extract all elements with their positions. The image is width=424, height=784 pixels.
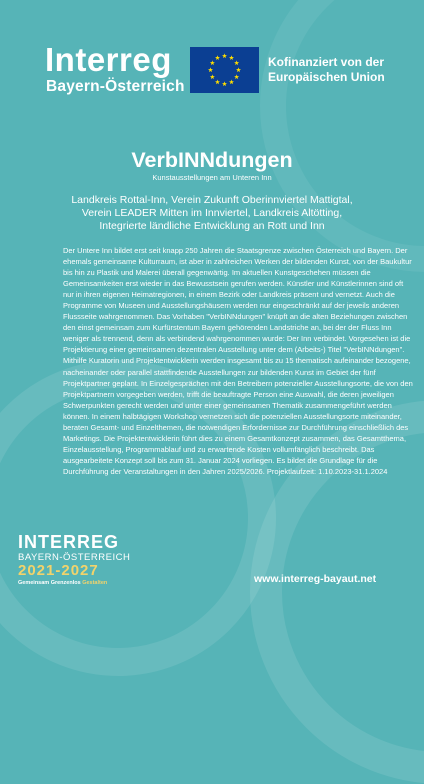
eu-star — [229, 55, 234, 60]
eu-flag-icon — [190, 47, 259, 93]
website-link[interactable]: www.interreg-bayaut.net — [254, 573, 377, 585]
header — [0, 36, 424, 106]
cofinanced-label — [268, 55, 385, 85]
eu-star — [234, 74, 239, 79]
eu-star — [234, 60, 239, 65]
partners-list — [60, 194, 364, 234]
footer-tagline-accent: Gestalten — [82, 580, 108, 586]
interreg-logo-word: Interreg — [45, 41, 172, 78]
footer-tagline-main: Gemeinsam Grenzenlos — [18, 580, 81, 586]
footer-logo-word: INTERREG — [18, 532, 120, 552]
partners-line-3: Integrierte ländliche Entwicklung an Rott und Inn — [99, 220, 325, 233]
eu-star — [229, 80, 234, 85]
page-title: VerbINNdungen — [131, 148, 293, 172]
eu-star — [222, 81, 227, 86]
partners-line-2: Verein LEADER Mitten im Innviertel, Landkreis Altötting, — [81, 207, 343, 220]
footer-logo-region: BAYERN-ÖSTERREICH — [18, 552, 131, 563]
eu-star — [222, 53, 227, 58]
footer-logo-years: 2021-2027 — [18, 562, 99, 579]
eu-star — [215, 55, 220, 60]
project-description: Der Untere Inn bildet erst seit knapp 250 Jahren die Staatsgrenze zwischen Österreich und Bayern. Der ehemals gemeinsame Kulturraum, ist aber in zahlreichen Werken der bildenden Kunst, von der Baukultur bis hin zu Plastik und Malerei überall gegenwärtig. Im aktuellen Kunstgeschehen müssen die Gemeinsamkeiten erst wieder in das Bewusstsein gerufen werden. Künstler und Künstlerinnen sind oft nur in ihren eigenen Heimatregionen, in einem Bezirk oder Landkreis präsent und vernetzt. Auch die Programme von Museen und Ausstellungshäusern werden nur eingeschränkt auf der jeweils anderen Flussseite wahrgenommen. Das Vorhaben "VerbINNdungen" knüpft an die alten Beziehungen zwischen den einst gemeinsam zum Kurfürstentum Bayern gehörenden Landstriche an, bei der der Fluss Inn weniger als trennend, denn als verbindend wahrgenommen wurde: Der Inn verbindet. Vorgesehen ist die Projektierung einer gemeinsamen dezentralen Ausstellung unter dem (Arbeits-) Titel "VerbINNdungen". Mithilfe Kuratorin und Projektentwicklerin werden insgesamt bis zu 15 thematisch aufeinander bezogene, nacheinander oder parallel stattfindende Ausstellungen zur bildenden Kunst im Gebiet der fünf Projektpartner geplant. In Einzelgesprächen mit den Betreibern potenzieller Ausstellungsorte, die von den Projektpartnern vorgegeben werden, trifft die beauftragte Person eine Auswahl, die deren jeweiligen Schwerpunkten gerecht werden und unter einer gemeinsamen Thematik zusammengeführt werden können. In einem halbtägigen Workshop vernetzen sich die potenziellen Ausstellungsorte miteinander, beraten Gesamt- und Einzelthemen, die notwendigen Erfordernisse zur Durchführung einschließlich des Marketings. Die Projektentwicklerin führt dies zu einem Gesamtkonzept zusammen, das Gesamtthema, Einzelausstellung, Programmablauf und zu erwartende Kosten vollumfänglich beschreibt. Das ausgearbeitete Konzept soll bis zum 31. Januar 2024 vorliegen. Es bildet die Grundlage für die Durchführung der Veranstaltungen in den Jahren 2025/2026. Projektlaufzeit: 1.10.2023-31.1.2024 — [63, 246, 413, 476]
eu-star — [210, 60, 215, 65]
partners-line-1: Landkreis Rottal-Inn, Verein Zukunft Oberinnviertel Mattigtal, — [71, 194, 353, 206]
cofinanced-line-1: Kofinanziert von der — [268, 55, 385, 69]
footer-tagline — [18, 580, 198, 586]
eu-star — [236, 67, 241, 72]
eu-star — [215, 80, 220, 85]
cofinanced-line-2: Europäischen Union — [268, 70, 385, 84]
footer-logo — [18, 533, 198, 586]
eu-star — [208, 67, 213, 72]
page-subtitle: Kunstausstellungen am Unteren Inn — [152, 173, 272, 182]
interreg-logo-region: Bayern-Österreich — [46, 78, 185, 95]
eu-star — [210, 74, 215, 79]
